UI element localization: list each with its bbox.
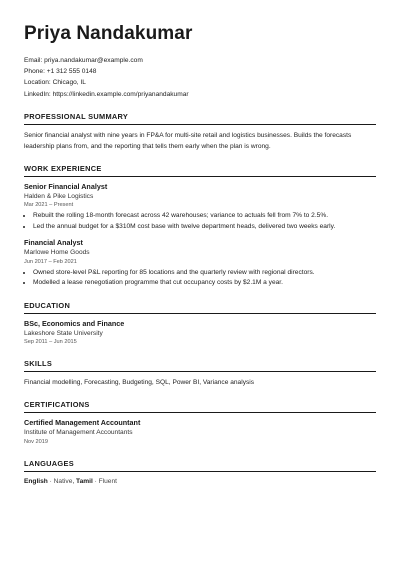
experience-section bbox=[24, 164, 376, 289]
languages-list bbox=[24, 477, 376, 487]
job-bullet: • Rebuilt the rolling 18-month forecast across 42 warehouses; variance to actuals fell from 7% to 2.5%. bbox=[33, 211, 376, 222]
education-entry bbox=[24, 319, 376, 348]
contact-linkedin: LinkedIn: https://linkedin.example.com/priyanandakumar bbox=[24, 90, 189, 98]
summary-text: Senior financial analyst with nine years in FP&A for multi-site retail and logistics businesses. Builds the forecasts leadership plans from, and the reporting that tells them early when the plan is wrong. bbox=[24, 131, 352, 150]
job-role: Financial Analyst bbox=[24, 238, 83, 248]
contact-block bbox=[24, 55, 376, 100]
section-title-skills: SKILLS bbox=[24, 359, 376, 372]
candidate-name: Priya Nandakumar bbox=[24, 23, 193, 44]
section-title-certifications: CERTIFICATIONS bbox=[24, 400, 376, 413]
language-separator: , bbox=[72, 477, 77, 485]
certification-entry bbox=[24, 418, 376, 447]
skills-text: Financial modelling, Forecasting, Budgeting, SQL, Power BI, Variance analysis bbox=[24, 379, 255, 387]
summary-section bbox=[24, 112, 376, 152]
job-bullets bbox=[24, 211, 376, 232]
section-title-languages: LANGUAGES bbox=[24, 459, 376, 472]
contact-phone: Phone: +1 312 555 0148 bbox=[24, 68, 97, 76]
education-dates: Sep 2011 – Jun 2015 bbox=[24, 339, 77, 346]
language-name: Tamil bbox=[76, 477, 93, 485]
job-company: Halden & Pike Logistics bbox=[24, 192, 94, 200]
job-bullet: • Owned store-level P&L reporting for 85 locations and the quarterly review with regional directors. bbox=[33, 268, 376, 279]
language-name: English bbox=[24, 477, 48, 485]
job-bullet: • Led the annual budget for a $310M cost base with twelve department heads, delivered two weeks early. bbox=[33, 222, 376, 233]
job-entry bbox=[24, 182, 376, 233]
job-role: Senior Financial Analyst bbox=[24, 181, 108, 191]
language-level: · Native bbox=[47, 477, 73, 485]
languages-section bbox=[24, 459, 376, 487]
school: Lakeshore State University bbox=[24, 329, 103, 337]
skills-section bbox=[24, 359, 376, 388]
job-company: Marlowe Home Goods bbox=[24, 249, 90, 257]
language-level: · Fluent bbox=[92, 477, 117, 485]
job-entry bbox=[24, 238, 376, 289]
section-title-summary: PROFESSIONAL SUMMARY bbox=[24, 112, 376, 125]
certification-name: Certified Management Accountant bbox=[24, 418, 141, 428]
certification-issuer: Institute of Management Accountants bbox=[24, 429, 133, 437]
education-section bbox=[24, 301, 376, 348]
job-dates: Mar 2021 – Present bbox=[24, 202, 74, 209]
contact-email: Email: priya.nandakumar@example.com bbox=[24, 57, 143, 64]
job-bullet: • Modelled a lease renegotiation programme that cut occupancy costs by $2.1M a year. bbox=[33, 278, 376, 289]
section-title-education: EDUCATION bbox=[24, 301, 376, 314]
contact-location: Location: Chicago, IL bbox=[24, 79, 86, 87]
certification-date: Nov 2019 bbox=[24, 438, 48, 445]
degree: BSc, Economics and Finance bbox=[24, 318, 125, 328]
certifications-section bbox=[24, 400, 376, 447]
job-bullets bbox=[24, 268, 376, 289]
job-dates: Jun 2017 – Feb 2021 bbox=[24, 258, 77, 265]
section-title-experience: WORK EXPERIENCE bbox=[24, 164, 376, 177]
